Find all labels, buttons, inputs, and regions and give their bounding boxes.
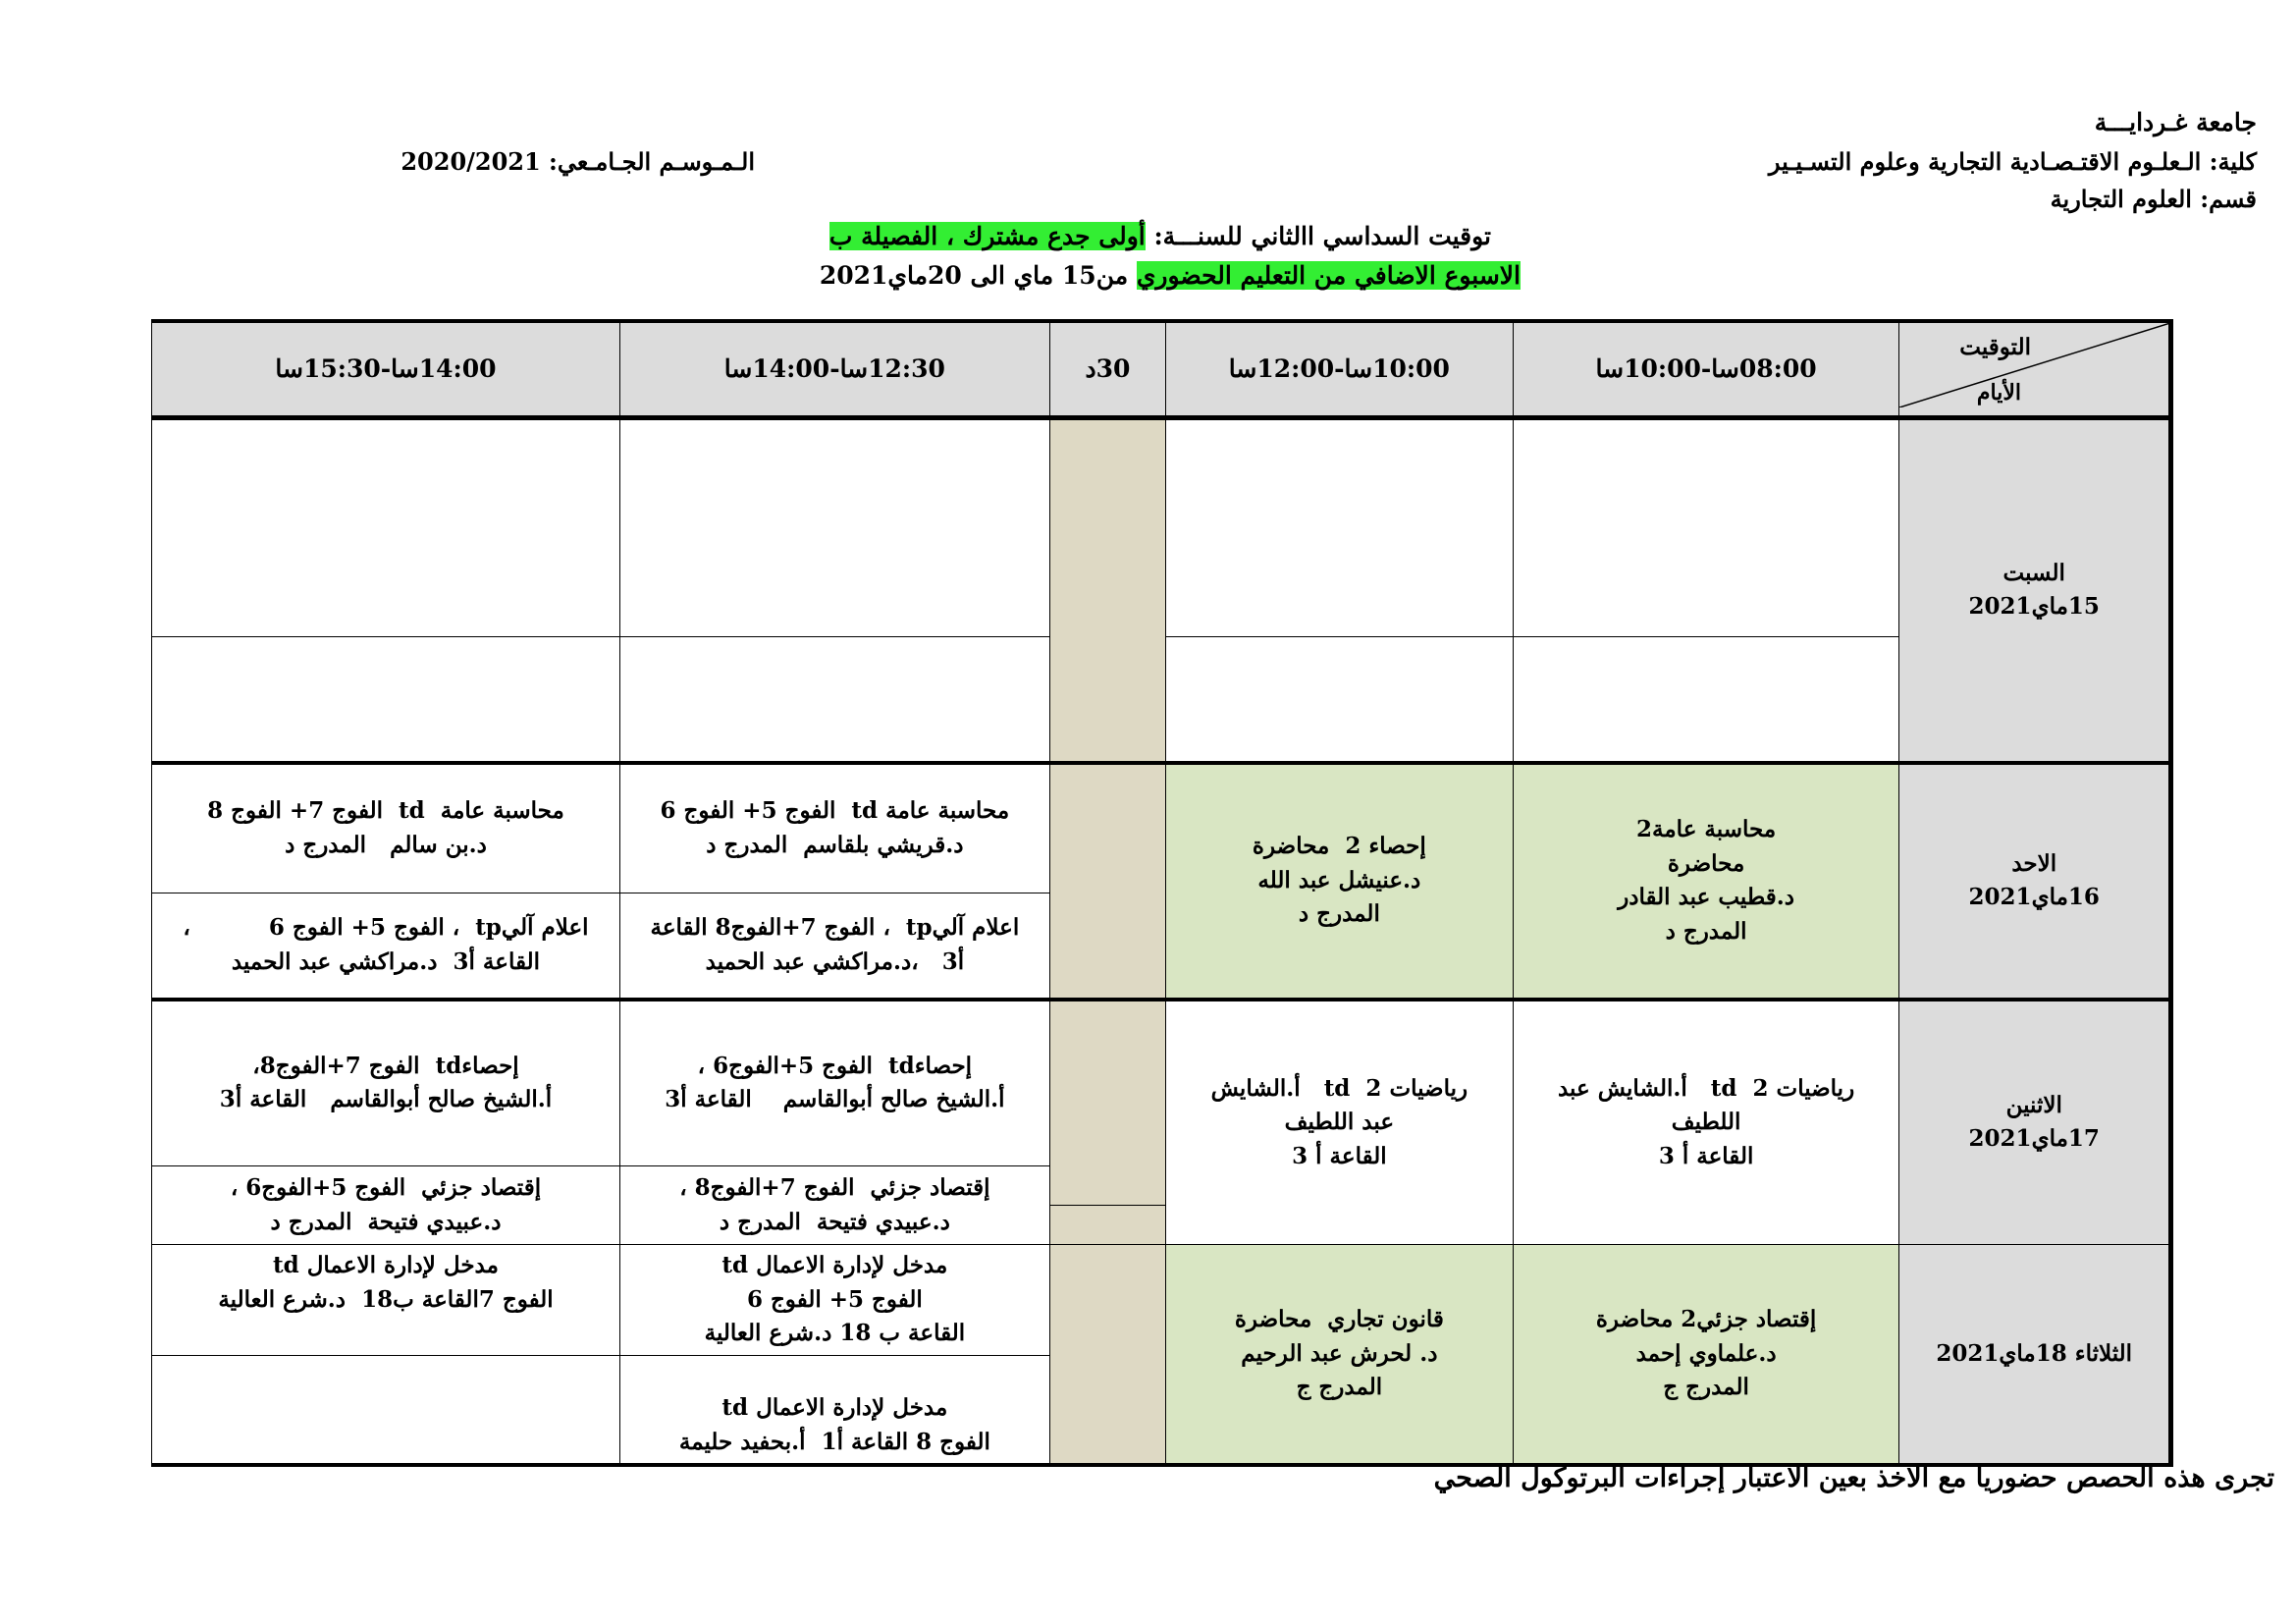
mon-break-a [1049,1000,1165,1206]
sun-slot4-a: محاسبة عامة td الفوج 7+ الفوج 8 د.بن سالم المدرج د [152,763,620,893]
week-suffix: من15 ماي الى 20ماي2021 [819,261,1137,290]
sat-slot1-a [1513,418,1899,637]
corner-cell [1899,321,2171,418]
mon-slot3-b: إقتصاد جزئي الفوج 7+الفوج8 ، د.عبيدي فتيحة المدرج د [619,1166,1049,1245]
sun-slot1: محاسبة عامة2 محاضرة د.قطيب عبد القادر المدرج د [1513,763,1899,1000]
sat-break [1049,418,1165,763]
sat-slot1-b [1513,637,1899,763]
corner-time-label: التوقيت [1959,334,2031,360]
day-saturday: السبت 15ماي2021 [1899,418,2171,763]
corner-days-label: الأيام [1976,380,2021,406]
slot-header-4: 14:00سا-15:30سا [152,321,620,418]
day-sunday: الاحد 16ماي2021 [1899,763,2171,1000]
mon-slot1: رياضيات 2 td أ.الشايش عبد اللطيف القاعة أ 3 [1513,1000,1899,1245]
sun-slot3-b: اعلام آليtp ، الفوج 7+الفوج8 القاعة أ3 ،د.مراكشي عبد الحميد [619,893,1049,1000]
tue-slot1: إقتصاد جزئي2 محاضرة د.علماوي إحمد المدرج ج [1513,1245,1899,1466]
mon-break-b [1049,1206,1165,1245]
slot-header-3: 12:30سا-14:00سا [619,321,1049,418]
title-highlight: أولى جدع مشترك ، الفصيلة ب [828,222,1146,250]
sunday-row-a [152,763,2171,893]
mon-slot4-b: إقتصاد جزئي الفوج 5+الفوج6 ، د.عبيدي فتيحة المدرج د [152,1166,620,1245]
slot-header-2: 10:00سا-12:00سا [1166,321,1514,418]
mon-slot3-a: إحصاءtd الفوج 5+الفوج6 ، أ.الشيخ صالح أبوالقاسم القاعة أ3 [619,1000,1049,1166]
slot-header-break: 30د [1049,321,1165,418]
day-monday: الاثنين 17ماي2021 [1899,1000,2171,1245]
sat-slot2-a [1166,418,1514,637]
tue-slot2: قانون تجاري محاضرة د. لحرش عبد الرحيم المدرج ج [1166,1245,1514,1466]
sat-slot3-a [619,418,1049,637]
slot-header-1: 08:00سا-10:00سا [1513,321,1899,418]
tue-slot3-a: مدخل لإدارة الاعمال td الفوج 5+ الفوج 6 القاعة ب 18 د.شرع العالية [619,1245,1049,1356]
timetable [151,319,2173,1467]
sat-slot4-a [152,418,620,637]
week-highlight: الاسبوع الاضافي من التعليم الحضوري [1136,261,1521,290]
sat-slot4-b [152,637,620,763]
day-tuesday: الثلاثاء 18ماي2021 [1899,1245,2171,1466]
footer-note: تجرى هذه الحصص حضوريا مع الاخذ بعين الاعتبار إجراءات البرتوكول الصحي [1433,1463,2274,1493]
sat-slot2-b [1166,637,1514,763]
tue-slot4-a: مدخل لإدارة الاعمال td الفوج 7القاعة ب18 د.شرع العالية [152,1245,620,1356]
mon-slot2: رياضيات 2 td أ.الشايش عبد اللطيف القاعة أ 3 [1166,1000,1514,1245]
sun-slot2: إحصاء 2 محاضرة د.عنيشل عبد الله المدرج د [1166,763,1514,1000]
sun-slot4-b: اعلام آليtp ، الفوج 5+ الفوج 6 ، القاعة أ3 د.مراكشي عبد الحميد [152,893,620,1000]
sun-break [1049,763,1165,1000]
tue-slot3-b: مدخل لإدارة الاعمال td الفوج 8 القاعة أ1 أ.بحفيد حليمة [619,1355,1049,1465]
university-name: جامعة غـردايـــة [2094,108,2257,136]
sat-slot3-b [619,637,1049,763]
tue-slot4-b [152,1355,620,1465]
tue-break [1049,1245,1165,1466]
department-name: قسم: العلوم التجارية [2050,185,2257,213]
saturday-row-a [152,418,2171,637]
mon-slot4-a: إحصاءtd الفوج 7+الفوج8، أ.الشيخ صالح أبوالقاسم القاعة أ3 [152,1000,620,1166]
title-prefix: توقيت السداسي االثاني للسنـــة: [1145,222,1491,250]
monday-row-a [152,1000,2171,1166]
faculty-name: كلية: الـعلـوم الاقتـصـادية التجارية وعلوم التسـيـير [1768,147,2257,176]
header-row [152,321,2171,418]
academic-season: الـمـوسـم الجـامـعي: 2020/2021 [400,147,755,176]
tuesday-row-a [152,1245,2171,1356]
timetable-title [829,222,1491,250]
sun-slot3-a: محاسبة عامة td الفوج 5+ الفوج 6 د.قريشي بلقاسم المدرج د [619,763,1049,893]
week-subtitle [820,261,1521,290]
